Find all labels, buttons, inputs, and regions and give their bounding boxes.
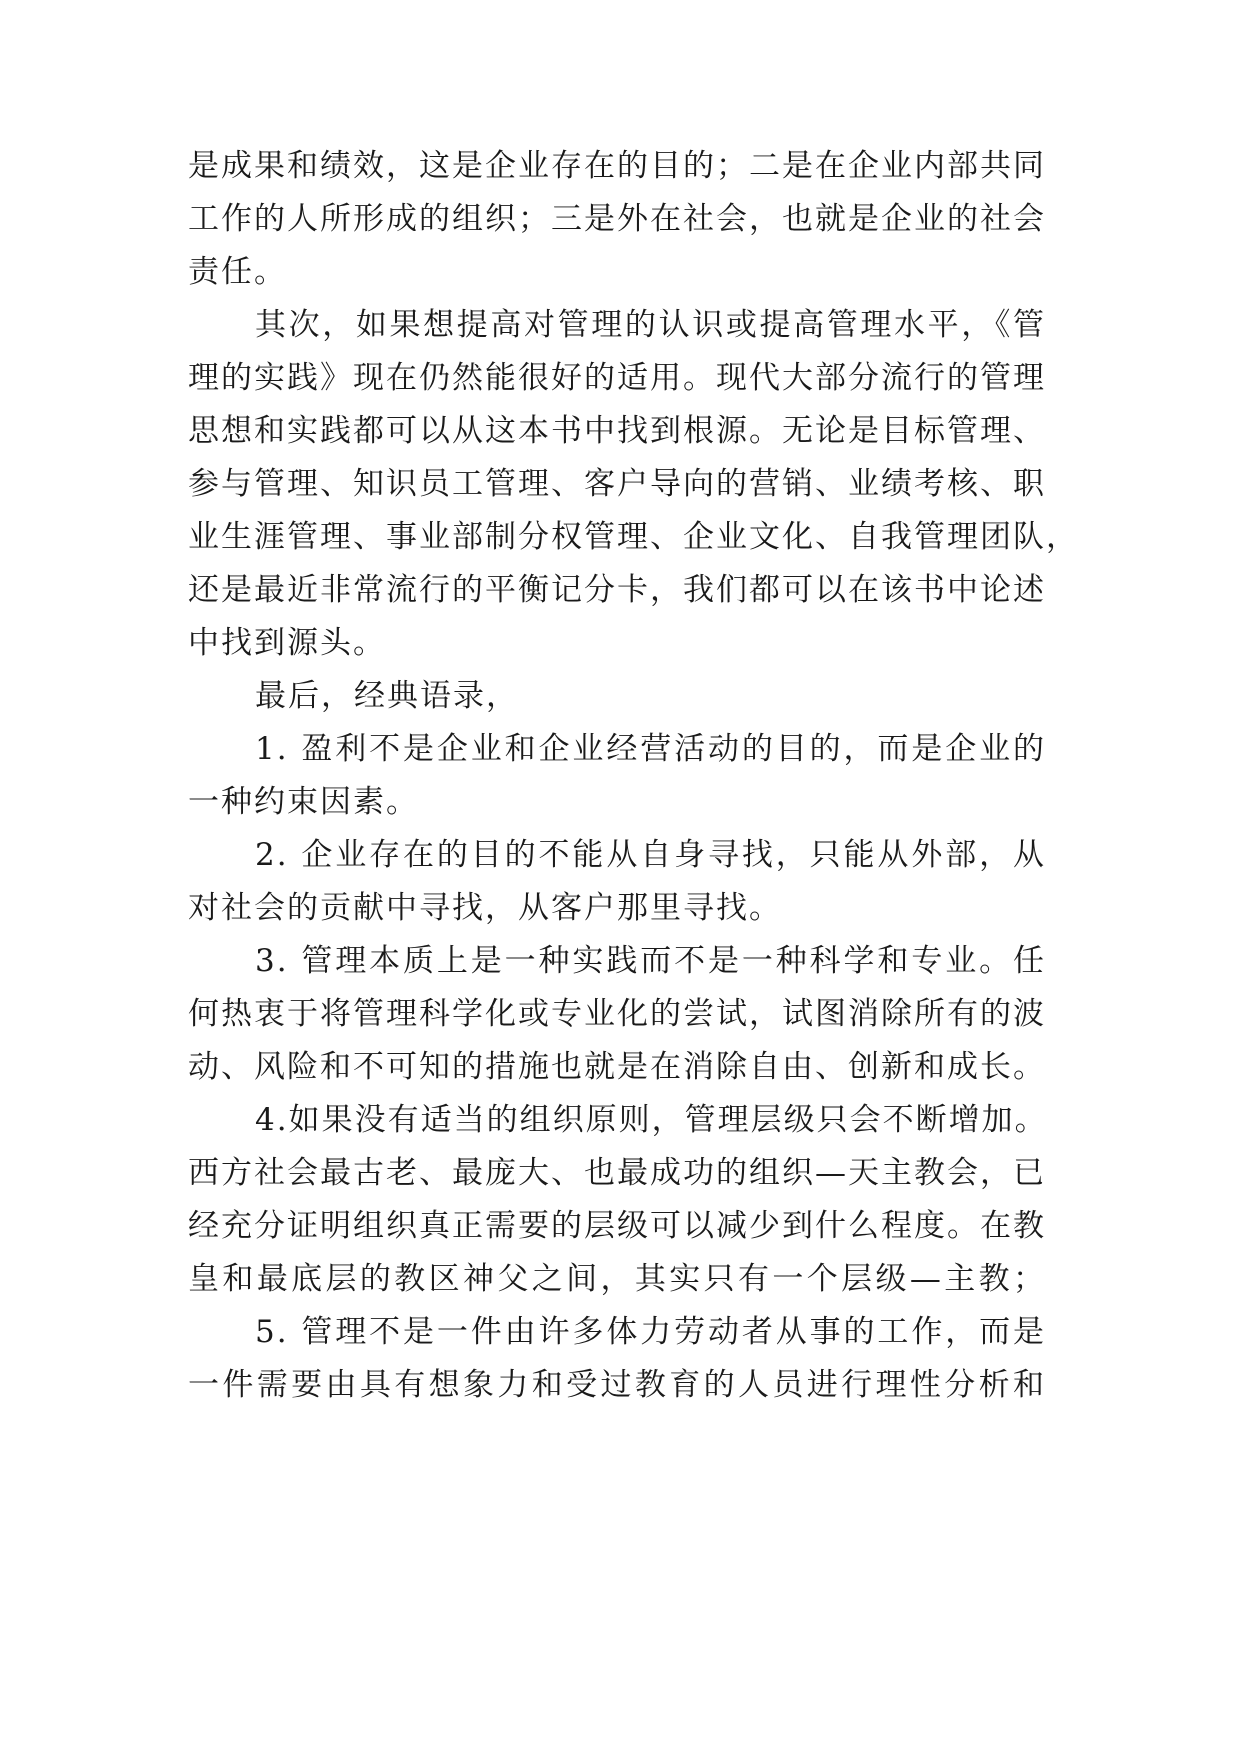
- text-line-content: 责任。: [188, 254, 287, 290]
- text-line-content: 何热衷于将管理科学化或专业化的尝试，试图消除所有的波: [188, 996, 1046, 1032]
- text-line-content: 中找到源头。: [188, 625, 386, 661]
- text-line-content: 最后，经典语录，: [255, 678, 519, 714]
- text-line: [0, 348, 1241, 408]
- text-line-content: 一种约束因素。: [188, 784, 419, 820]
- text-line-content: 还是最近非常流行的平衡记分卡，我们都可以在该书中论述: [188, 572, 1046, 608]
- paragraph-first-line: [0, 666, 1241, 726]
- text-line-content: 5. 管理不是一件由许多体力劳动者从事的工作，而是: [255, 1314, 1046, 1350]
- text-line: [0, 136, 1241, 196]
- text-line: [0, 772, 1241, 832]
- text-line-content: 经充分证明组织真正需要的层级可以减少到什么程度。在教: [188, 1208, 1046, 1244]
- quote-item-2: [0, 825, 1241, 885]
- quote-item-1: [0, 719, 1241, 779]
- text-line-content: 2. 企业存在的目的不能从自身寻找，只能从外部，从: [255, 837, 1046, 873]
- text-line: [0, 613, 1241, 673]
- text-line: [0, 878, 1241, 938]
- text-line: [0, 242, 1241, 302]
- text-line-content: 对社会的贡献中寻找，从客户那里寻找。: [188, 890, 782, 926]
- text-line: [0, 454, 1241, 514]
- text-line: [0, 1196, 1241, 1256]
- text-line-content: 参与管理、知识员工管理、客户导向的营销、业绩考核、职: [188, 466, 1046, 502]
- text-line: [0, 1355, 1241, 1415]
- text-line-content: 动、风险和不可知的措施也就是在消除自由、创新和成长。: [188, 1049, 1046, 1085]
- text-line-content: 1. 盈利不是企业和企业经营活动的目的，而是企业的: [255, 731, 1046, 767]
- text-line: [0, 560, 1241, 620]
- text-line-content: 西方社会最古老、最庞大、也最成功的组织—天主教会，已: [188, 1155, 1046, 1191]
- text-line: [0, 1249, 1241, 1309]
- quote-item-4: [0, 1090, 1241, 1150]
- text-line-content: 工作的人所形成的组织；三是外在社会，也就是企业的社会: [188, 201, 1046, 237]
- text-line-content: 一件需要由具有想象力和受过教育的人员进行理性分析和: [188, 1367, 1046, 1403]
- text-line: [0, 401, 1241, 461]
- text-line-content: 思想和实践都可以从这本书中找到根源。无论是目标管理、: [188, 413, 1046, 449]
- text-line-content: 4.如果没有适当的组织原则，管理层级只会不断增加。: [255, 1102, 1048, 1138]
- paragraph-first-line: [0, 295, 1241, 355]
- text-line: [0, 984, 1241, 1044]
- text-line-content: 理的实践》现在仍然能很好的适用。现代大部分流行的管理: [188, 360, 1046, 396]
- text-line-content: 皇和最底层的教区神父之间，其实只有一个层级—主教；: [188, 1261, 1046, 1297]
- text-line-content: 业生涯管理、事业部制分权管理、企业文化、自我管理团队，: [188, 519, 1079, 555]
- text-line: [0, 507, 1241, 567]
- quote-item-5: [0, 1302, 1241, 1362]
- text-line-content: 3. 管理本质上是一种实践而不是一种科学和专业。任: [255, 943, 1046, 979]
- text-line: [0, 1037, 1241, 1097]
- text-line: [0, 1143, 1241, 1203]
- text-line: [0, 189, 1241, 249]
- text-line-content: 其次，如果想提高对管理的认识或提高管理水平，《管: [255, 307, 1046, 343]
- quote-item-3: [0, 931, 1241, 991]
- text-line-content: 是成果和绩效，这是企业存在的目的；二是在企业内部共同: [188, 148, 1046, 184]
